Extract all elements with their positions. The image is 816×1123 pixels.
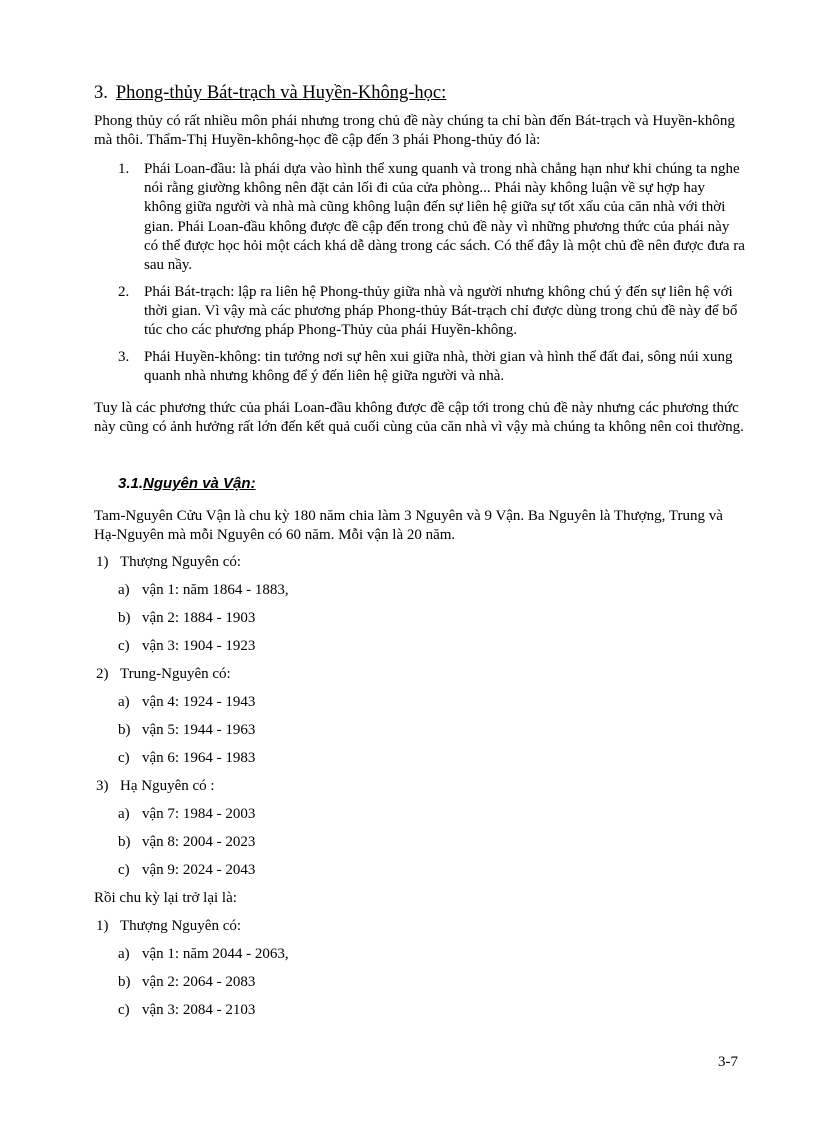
- period-item: [118, 805, 255, 824]
- period-item: [118, 693, 255, 712]
- period-text: vận 6: 1964 - 1983: [142, 750, 256, 766]
- period-item: [118, 861, 255, 880]
- section-heading: [94, 81, 446, 105]
- list-item: [118, 160, 746, 275]
- list-item-text: Phái Bát-trạch: lập ra liên hệ Phong-thủy giữa nhà và người nhưng không chú ý đến sự liên hệ với thời gian. Vì vậy mà các phương pháp Phong-thủy Bát-trạch chỉ được dùng trong chủ đề này để bổ túc cho các phương pháp Phong-Thủy của phái Huyền-không.: [144, 283, 738, 339]
- period-item: [118, 749, 255, 768]
- era-number: 3): [96, 778, 109, 794]
- period-item: [118, 833, 255, 852]
- period-item: [118, 1001, 255, 1020]
- section-title: Phong-thủy Bát-trạch và Huyền-Không-học:: [115, 83, 447, 103]
- list-item: [118, 283, 746, 341]
- period-marker: a): [118, 806, 130, 822]
- era-number: 1): [96, 554, 109, 570]
- schools-list: [118, 160, 746, 394]
- period-text: vận 2: 2064 - 2083: [142, 974, 256, 990]
- page-number: 3-7: [718, 1054, 738, 1070]
- period-item: [118, 945, 289, 964]
- period-marker: b): [118, 974, 131, 990]
- period-marker: c): [118, 1002, 130, 1018]
- period-marker: b): [118, 722, 131, 738]
- period-item: [118, 973, 255, 992]
- period-text: vận 4: 1924 - 1943: [142, 694, 256, 710]
- era-label: Thượng Nguyên có:: [120, 918, 242, 934]
- list-item-number: 3.: [118, 348, 130, 365]
- period-text: vận 7: 1984 - 2003: [142, 806, 256, 822]
- intro-paragraph: Phong thủy có rất nhiều môn phái nhưng trong chủ đề này chúng ta chỉ bàn đến Bát-trạch và Huyền-không mà thôi. Thẩm-Thị Huyền-không-học đề cập đến 3 phái Phong-thủy đó là:: [94, 113, 735, 149]
- period-text: vận 3: 1904 - 1923: [142, 638, 256, 654]
- subsection-heading: [118, 475, 256, 492]
- period-item: [118, 609, 255, 628]
- list-item-number: 1.: [118, 161, 130, 177]
- summary-paragraph: Tuy là các phương thức của phái Loan-đầu không được đề cập tới trong chủ đề này nhưng các phương thức này cũng có ảnh hưởng rất lớn đến kết quả cuối cùng của căn nhà vì vậy mà chúng ta không nên coi thường.: [94, 400, 744, 436]
- era-number: 1): [96, 918, 109, 934]
- cycle-intro-paragraph: Tam-Nguyên Cửu Vận là chu kỳ 180 năm chia làm 3 Nguyên và 9 Vận. Ba Nguyên là Thượng, Trung và Hạ-Nguyên mà mỗi Nguyên có 60 năm. Mỗi vận là 20 năm.: [94, 508, 723, 544]
- period-marker: a): [118, 582, 130, 598]
- list-item-number: 2.: [118, 283, 130, 300]
- period-marker: a): [118, 946, 130, 962]
- period-text: vận 3: 2084 - 2103: [142, 1002, 256, 1018]
- period-item: [118, 721, 255, 740]
- era-item: [96, 553, 241, 572]
- period-item: [118, 581, 289, 600]
- subsection-title: Nguyên và Vận:: [143, 475, 256, 492]
- period-text: vận 1: năm 2044 - 2063,: [142, 946, 289, 962]
- period-marker: c): [118, 862, 130, 878]
- period-text: vận 5: 1944 - 1963: [142, 722, 256, 738]
- period-text: vận 9: 2024 - 2043: [142, 862, 256, 878]
- section-number: 3.: [94, 83, 108, 103]
- period-text: vận 8: 2004 - 2023: [142, 834, 256, 850]
- period-text: vận 2: 1884 - 1903: [142, 610, 256, 626]
- era-number: 2): [96, 666, 109, 682]
- list-item-text: Phái Loan-đầu: là phái dựa vào hình thể xung quanh và trong nhà chẳng hạn như khi chúng ta nghe nói rằng giường không nên đặt cản lối đi của cửa phòng... Phái này không luận về sự hợp hay không giữa người và nhà mà cũng không luận đến sự liên hệ giữa sự tốt xấu của căn nhà với thời gian. Phái Loan-đầu không được đề cập đến trong chủ đề này vì những phương thức của phái này có thể được học hỏi một cách khá dễ dàng trong các sách. Có thể đây là một chủ đề nên được đưa ra sau nầy.: [144, 161, 745, 274]
- list-item: [118, 348, 746, 386]
- era-label: Trung-Nguyên có:: [120, 666, 231, 682]
- era-label: Hạ Nguyên có :: [120, 778, 215, 794]
- period-text: vận 1: năm 1864 - 1883,: [142, 582, 289, 598]
- period-marker: b): [118, 834, 131, 850]
- period-marker: a): [118, 694, 130, 710]
- period-marker: c): [118, 750, 130, 766]
- era-label: Thượng Nguyên có:: [120, 554, 242, 570]
- period-item: [118, 637, 255, 656]
- era-item: [96, 777, 215, 796]
- repeat-note: Rồi chu kỳ lại trở lại là:: [94, 890, 237, 906]
- era-item: [96, 917, 241, 936]
- list-item-text: Phái Huyền-không: tin tưởng nơi sự hên xui giữa nhà, thời gian và hình thể đất đai, sông núi xung quanh nhà nhưng không để ý đến liên hệ giữa người và nhà.: [144, 348, 733, 385]
- subsection-number: 3.1.: [118, 475, 144, 492]
- period-marker: b): [118, 610, 131, 626]
- era-item: [96, 665, 231, 684]
- period-marker: c): [118, 638, 130, 654]
